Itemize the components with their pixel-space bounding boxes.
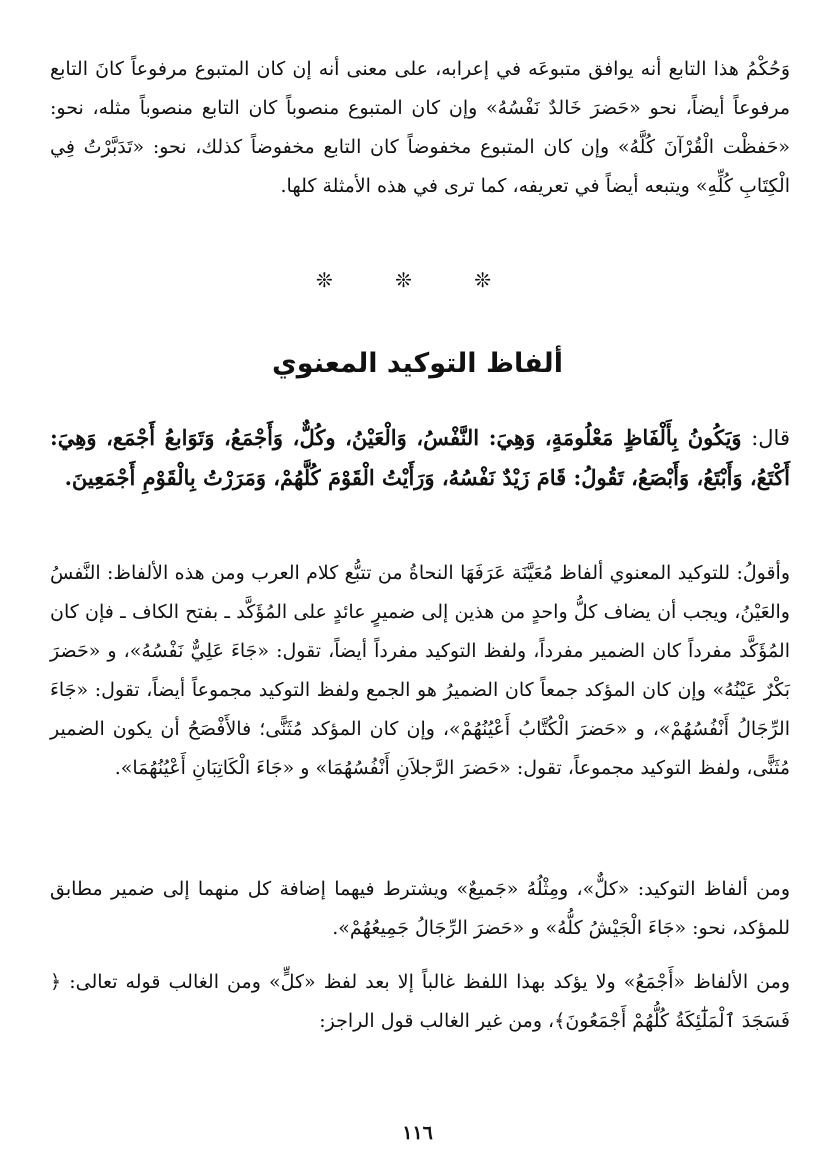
matn-text: وَيَكُونُ بِأَلْفَاظٍ مَعْلُومَةٍ، وَهِيَ: النَّفْسُ، وَالْعَيْنُ، وكُلٌّ، وَأَجْمَعُ، وَتَوَابعُ أَجْمَع، وَهِيَ: أَكْتَعُ، وَأَبْتَعُ، وَأَبْصَعُ، تَقُولُ: قَامَ زَيْدٌ نَفْسُهُ، وَرَأَيْتُ الْقَوْمَ كُلَّهُمْ، وَمَرَرْتُ بِالْقَوْمِ أَجْمَعِينَ. xyxy=(50,425,790,490)
commentary-paragraph-3: ومن الألفاظ «أَجْمَعُ» ولا يؤكد بهذا اللفظ غالباً إلا بعد لفظ «كلٍّ» ومن الغالب قوله تعالى: ﴿ فَسَجَدَ ٱلْمَلَٰٓئِكَةُ كُلُّهُمْ أَجْمَعُونَ﴾، ومن غير الغالب قول الراجز: xyxy=(50,971,790,1032)
commentary-paragraph-1: وأقولُ: للتوكيد المعنوي ألفاظ مُعَيَّنَة عَرَفَهَا النحاةُ من تتبُّع كلام العرب ومن هذه الألفاظ: النَّفسُ والعَيْنُ، ويجب أن يضاف كلُّ واحدٍ من هذين إلى ضميرٍ عائدٍ على المُؤَكَّد ـ بفتح الكاف ـ فإن كان المُؤَكَّد مفرداً كان الضمير مفرداً، ولفظ التوكيد مفرداً أيضاً، تقول: «جَاءَ عَلِيٌّ نَفْسُهُ»، و «حَضرَ بَكْرٌ عَيْنُهُ» وإن كان المؤكد جمعاً كان الضميرُ هو الجمع ولفظ التوكيد مجموعاً أيضاً، تقول: «جَاءَ الرِّجَالُ أَنْفُسُهُمْ»، و «حَضرَ الْكُتَّابُ أَعْيُنُهُمْ»، وإن كان المؤكد مُثَنًّى؛ فالأَفْصَحُ أن يكون الضمير مُثَنًّى، ولفظ التوكيد مجموعاً، تقول: «حَضرَ الرَّجلاَنِ أَنْفُسُهُمَا» و «جَاءَ الْكَاتِبَانِ أَعْيُنُهُمَا». xyxy=(50,562,791,779)
page-number: ١١٦ xyxy=(402,1122,433,1144)
matn-paragraph xyxy=(50,418,790,498)
section-heading: ألفاظ التوكيد المعنوي xyxy=(272,348,563,379)
top-paragraph: وَحُكْمُ هذا التابع أنه يوافق متبوعَه في إعرابه، على معنى أنه إن كان المتبوع مرفوعاً كانَ التابع مرفوعاً أيضاً، نحو «حَضرَ خَالدٌ نَفْسُهُ» وإن كان المتبوع منصوباً كان التابع منصوباً مثله، نحو: «حَفظْت الْقُرْآنَ كُلَّهُ» وإن كان المتبوع مخفوضاً كان التابع مخفوضاً كذلك، نحو: «تَدَبَّرْتُ فِي الْكِتَابِ كُلِّهِ» ويتبعه أيضاً في تعريفه، كما ترى في هذه الأمثلة كلها. xyxy=(50,58,790,197)
matn-lead: قال: xyxy=(751,426,790,450)
section-separator: ❊ ❊ ❊ xyxy=(316,268,519,292)
commentary-paragraph-2: ومن ألفاظ التوكيد: «كلٌّ»، ومِثْلُهُ «جَميعٌ» ويشترط فيهما إضافة كل منهما إلى ضمير مطابق للمؤكد، نحو: «جَاءَ الْجَيْشُ كلُّهُ» و «حَضرَ الرِّجَالُ جَمِيعُهُمْ». xyxy=(50,878,790,939)
